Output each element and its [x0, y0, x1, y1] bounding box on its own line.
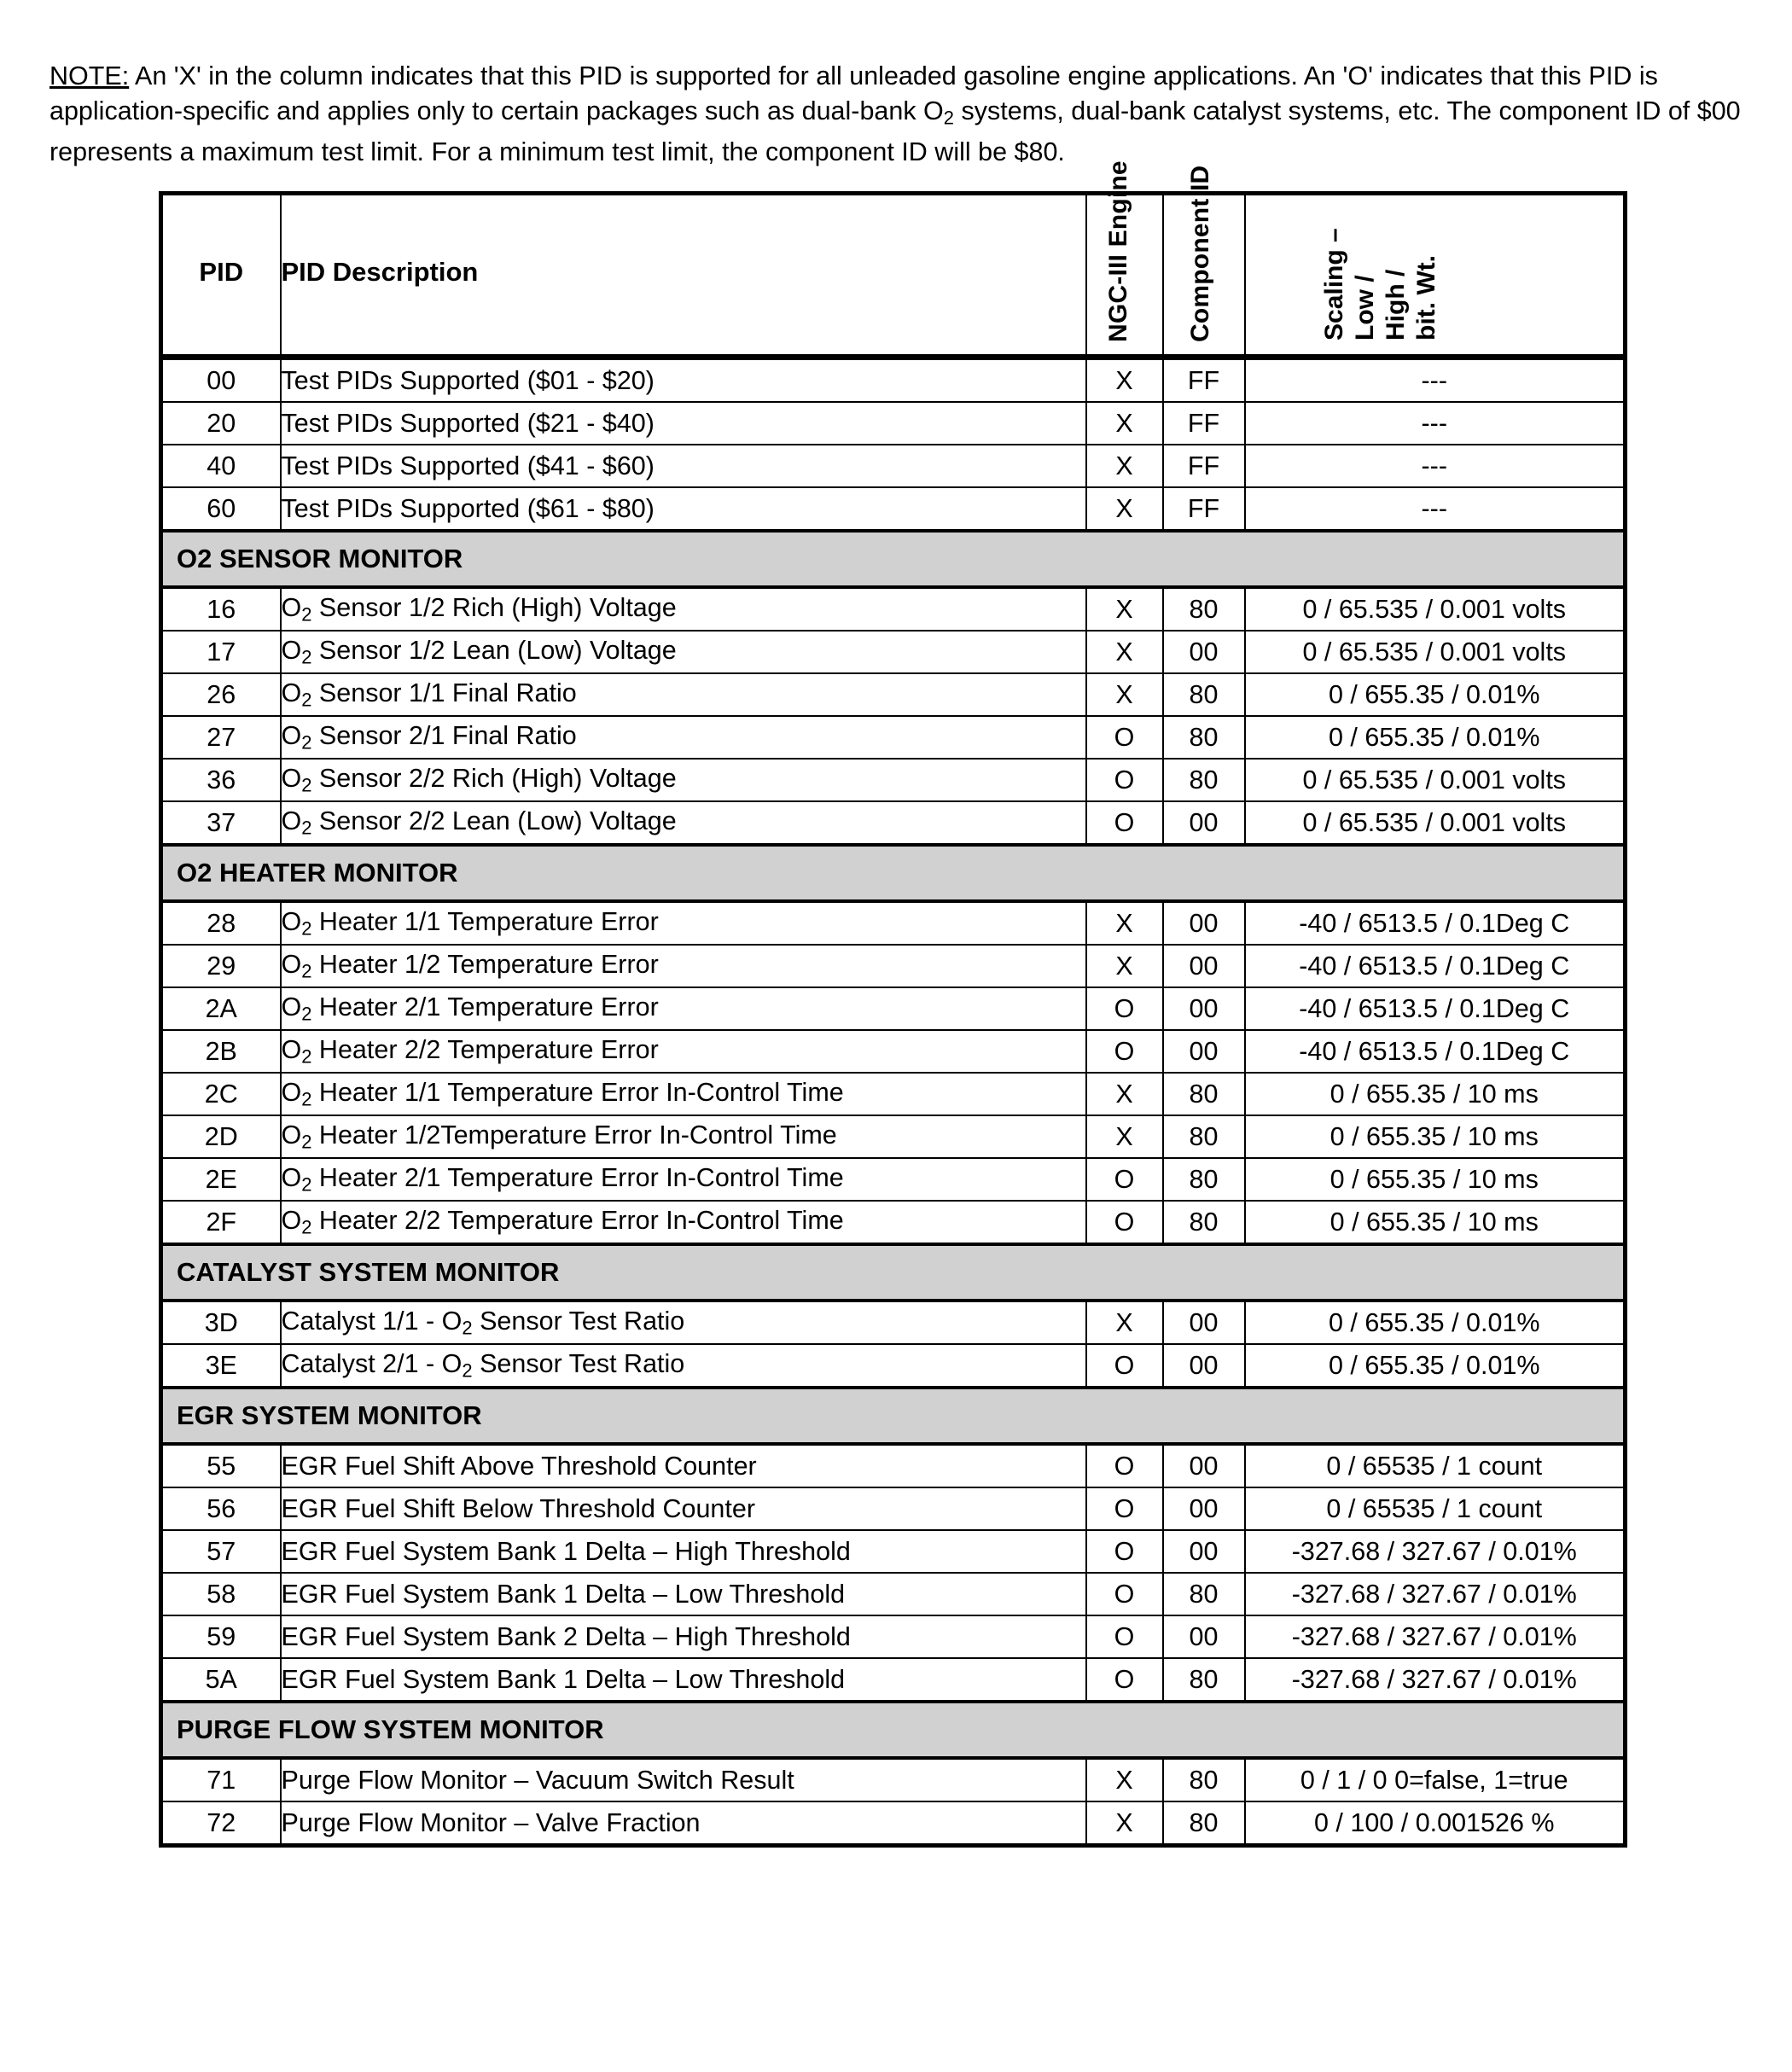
cell-description: $O_2$ Sensor 2/2 Lean (Low) Voltage: [281, 801, 1086, 845]
cell-scaling: 0 / 655.35 / 10 ms: [1245, 1115, 1626, 1158]
header-ngc-engine-label: NGC-III Engine: [1104, 160, 1133, 342]
cell-component-id: 00: [1163, 1615, 1245, 1658]
cell-ngc-engine: O: [1086, 759, 1163, 801]
section-header-row: [161, 1244, 1626, 1301]
cell-scaling: ---: [1245, 445, 1626, 487]
cell-component-id: 80: [1163, 716, 1245, 759]
cell-component-id: 80: [1163, 673, 1245, 716]
cell-scaling: 0 / 655.35 / 10 ms: [1245, 1158, 1626, 1201]
cell-description: Test PIDs Supported ($01 - $20): [281, 358, 1086, 403]
cell-scaling: ---: [1245, 487, 1626, 531]
table-row: [161, 1444, 1626, 1487]
cell-scaling: -327.68 / 327.67 / 0.01%: [1245, 1530, 1626, 1573]
cell-pid: 2C: [161, 1073, 281, 1115]
cell-pid: 20: [161, 402, 281, 445]
cell-pid: 2E: [161, 1158, 281, 1201]
cell-component-id: 80: [1163, 1573, 1245, 1615]
o2-subscript: 2: [301, 689, 312, 711]
table-row: [161, 1487, 1626, 1530]
cell-pid: 55: [161, 1444, 281, 1487]
cell-scaling: 0 / 655.35 / 10 ms: [1245, 1073, 1626, 1115]
cell-description: $O_2$ Heater 1/2Temperature Error In-Control Time: [281, 1115, 1086, 1158]
o2-subscript: 2: [301, 917, 312, 940]
cell-scaling: 0 / 65.535 / 0.001 volts: [1245, 587, 1626, 631]
cell-pid: 3D: [161, 1301, 281, 1344]
cell-pid: 27: [161, 716, 281, 759]
o2-subscript: 2: [301, 774, 312, 796]
table-row: [161, 1344, 1626, 1388]
cell-description: $O_2$ Heater 2/1 Temperature Error In-Control Time: [281, 1158, 1086, 1201]
cell-scaling: -327.68 / 327.67 / 0.01%: [1245, 1658, 1626, 1702]
cell-ngc-engine: O: [1086, 987, 1163, 1030]
header-scaling-line-1: Low /: [1350, 275, 1379, 340]
pid-table: [159, 160, 1627, 1848]
cell-scaling: 0 / 65.535 / 0.001 volts: [1245, 759, 1626, 801]
section-title: O2 HEATER MONITOR: [161, 845, 1626, 901]
cell-scaling: -327.68 / 327.67 / 0.01%: [1245, 1615, 1626, 1658]
cell-ngc-engine: X: [1086, 631, 1163, 673]
cell-description: Test PIDs Supported ($61 - $80): [281, 487, 1086, 531]
cell-description: EGR Fuel System Bank 1 Delta – High Threshold: [281, 1530, 1086, 1573]
table-row: [161, 1301, 1626, 1344]
cell-pid: 59: [161, 1615, 281, 1658]
cell-ngc-engine: O: [1086, 1444, 1163, 1487]
cell-ngc-engine: X: [1086, 1073, 1163, 1115]
cell-description: Catalyst $2/1 - O_2$ Sensor Test Ratio: [281, 1344, 1086, 1388]
header-scaling-label: [1319, 228, 1442, 340]
cell-pid: 57: [161, 1530, 281, 1573]
note-paragraph: [49, 59, 1743, 171]
cell-description: Purge Flow Monitor – Valve Fraction: [281, 1801, 1086, 1846]
cell-scaling: 0 / 100 / 0.001526 %: [1245, 1801, 1626, 1846]
cell-description: $O_2$ Heater 1/1 Temperature Error In-Control Time: [281, 1073, 1086, 1115]
cell-description: Test PIDs Supported ($41 - $60): [281, 445, 1086, 487]
cell-pid: 2B: [161, 1030, 281, 1073]
table-row: [161, 1115, 1626, 1158]
cell-ngc-engine: X: [1086, 402, 1163, 445]
cell-component-id: 00: [1163, 945, 1245, 987]
section-header-row: [161, 1388, 1626, 1444]
cell-component-id: 80: [1163, 1158, 1245, 1201]
cell-description: $O_2$ Sensor 1/2 Lean (Low) Voltage: [281, 631, 1086, 673]
cell-scaling: -40 / 6513.5 / 0.1Deg C: [1245, 1030, 1626, 1073]
cell-scaling: 0 / 655.35 / 10 ms: [1245, 1201, 1626, 1244]
o2-subscript: 2: [462, 1317, 473, 1339]
cell-pid: 3E: [161, 1344, 281, 1388]
table-row: [161, 1573, 1626, 1615]
cell-description: EGR Fuel Shift Above Threshold Counter: [281, 1444, 1086, 1487]
cell-component-id: 00: [1163, 987, 1245, 1030]
header-cell-pid: PID: [161, 194, 281, 358]
cell-pid: 16: [161, 587, 281, 631]
cell-scaling: 0 / 655.35 / 0.01%: [1245, 1301, 1626, 1344]
table-row: [161, 987, 1626, 1030]
cell-scaling: -40 / 6513.5 / 0.1Deg C: [1245, 945, 1626, 987]
cell-pid: 00: [161, 358, 281, 403]
cell-ngc-engine: O: [1086, 1487, 1163, 1530]
cell-description: Purge Flow Monitor – Vacuum Switch Result: [281, 1758, 1086, 1801]
cell-ngc-engine: X: [1086, 945, 1163, 987]
cell-ngc-engine: O: [1086, 1530, 1163, 1573]
cell-component-id: FF: [1163, 402, 1245, 445]
table-row: [161, 1758, 1626, 1801]
cell-component-id: FF: [1163, 487, 1245, 531]
cell-component-id: FF: [1163, 358, 1245, 403]
o2-subscript: 2: [462, 1359, 473, 1382]
cell-description: $O_2$ Heater 2/1 Temperature Error: [281, 987, 1086, 1030]
table-row: [161, 716, 1626, 759]
table-row: [161, 759, 1626, 801]
table-header-row: [161, 194, 1626, 358]
note-text-part-2: systems, dual-bank catalyst systems, etc. The component ID of $00 represents a maximum test limit. For a minimum test limit, the component ID will be $80.: [49, 96, 1741, 167]
table-row: [161, 1801, 1626, 1846]
table-row: [161, 631, 1626, 673]
o2-subscript: 2: [301, 646, 312, 668]
o2-subscript: 2: [301, 1045, 312, 1068]
section-header-row: [161, 1702, 1626, 1758]
cell-component-id: 80: [1163, 1073, 1245, 1115]
cell-pid: 36: [161, 759, 281, 801]
table-row: [161, 1158, 1626, 1201]
cell-pid: 71: [161, 1758, 281, 1801]
note-o2-subscript: 2: [943, 107, 955, 129]
cell-ngc-engine: O: [1086, 1344, 1163, 1388]
o2-subscript: 2: [301, 1088, 312, 1110]
cell-ngc-engine: O: [1086, 801, 1163, 845]
o2-subscript: 2: [301, 1216, 312, 1238]
cell-component-id: 00: [1163, 1344, 1245, 1388]
cell-component-id: 80: [1163, 1201, 1245, 1244]
table-row: [161, 673, 1626, 716]
table-row: [161, 1201, 1626, 1244]
cell-component-id: FF: [1163, 445, 1245, 487]
cell-description: Catalyst $1/1 - O_2$ Sensor Test Ratio: [281, 1301, 1086, 1344]
cell-ngc-engine: O: [1086, 1658, 1163, 1702]
cell-component-id: 80: [1163, 1801, 1245, 1846]
cell-pid: 29: [161, 945, 281, 987]
cell-component-id: 80: [1163, 1658, 1245, 1702]
cell-ngc-engine: X: [1086, 1301, 1163, 1344]
header-cell-scaling: [1245, 194, 1626, 358]
section-title: O2 SENSOR MONITOR: [161, 531, 1626, 587]
o2-subscript: 2: [301, 1173, 312, 1196]
cell-description: $O_2$ Sensor 1/1 Final Ratio: [281, 673, 1086, 716]
section-header-row: [161, 531, 1626, 587]
cell-ngc-engine: X: [1086, 445, 1163, 487]
cell-description: EGR Fuel System Bank 2 Delta – High Threshold: [281, 1615, 1086, 1658]
cell-ngc-engine: X: [1086, 358, 1163, 403]
o2-subscript: 2: [301, 1003, 312, 1025]
cell-pid: 26: [161, 673, 281, 716]
note-text-part-1: An 'X' in the column indicates that this PID is supported for all unleaded gasoline engine applications. An 'O' indicates that this PID is application-specific and applies only to certain packages such as dual-bank O: [49, 61, 1658, 125]
header-cell-description: PID Description: [281, 194, 1086, 358]
table-row: [161, 901, 1626, 945]
cell-ngc-engine: X: [1086, 1758, 1163, 1801]
cell-scaling: 0 / 655.35 / 0.01%: [1245, 716, 1626, 759]
cell-description: $O_2$ Heater 2/2 Temperature Error In-Control Time: [281, 1201, 1086, 1244]
cell-scaling: ---: [1245, 358, 1626, 403]
table-row: [161, 945, 1626, 987]
o2-subscript: 2: [301, 731, 312, 754]
header-scaling-line-3: bit. Wt.: [1411, 255, 1440, 340]
cell-scaling: -40 / 6513.5 / 0.1Deg C: [1245, 987, 1626, 1030]
cell-component-id: 00: [1163, 1301, 1245, 1344]
table-row: [161, 1658, 1626, 1702]
cell-pid: 2D: [161, 1115, 281, 1158]
cell-scaling: 0 / 655.35 / 0.01%: [1245, 673, 1626, 716]
cell-ngc-engine: O: [1086, 1615, 1163, 1658]
table-row: [161, 1615, 1626, 1658]
cell-description: Test PIDs Supported ($21 - $40): [281, 402, 1086, 445]
cell-ngc-engine: X: [1086, 673, 1163, 716]
table-row: [161, 801, 1626, 845]
cell-pid: 60: [161, 487, 281, 531]
table-row: [161, 358, 1626, 403]
cell-pid: 5A: [161, 1658, 281, 1702]
cell-component-id: 00: [1163, 1444, 1245, 1487]
o2-subscript: 2: [301, 1131, 312, 1153]
cell-pid: 37: [161, 801, 281, 845]
cell-description: EGR Fuel Shift Below Threshold Counter: [281, 1487, 1086, 1530]
cell-scaling: 0 / 65535 / 1 count: [1245, 1487, 1626, 1530]
cell-component-id: 00: [1163, 631, 1245, 673]
pid-table-container: [159, 160, 1623, 1848]
section-header-row: [161, 845, 1626, 901]
header-cell-component-id: [1163, 165, 1245, 358]
cell-scaling: 0 / 655.35 / 0.01%: [1245, 1344, 1626, 1388]
cell-pid: 28: [161, 901, 281, 945]
cell-description: $O_2$ Heater 1/1 Temperature Error: [281, 901, 1086, 945]
header-scaling-line-0: Scaling –: [1319, 228, 1348, 340]
cell-component-id: 00: [1163, 1530, 1245, 1573]
cell-ngc-engine: X: [1086, 1801, 1163, 1846]
section-title: EGR SYSTEM MONITOR: [161, 1388, 1626, 1444]
header-scaling-line-2: High /: [1381, 269, 1410, 340]
cell-description: $O_2$ Heater 2/2 Temperature Error: [281, 1030, 1086, 1073]
cell-component-id: 00: [1163, 1030, 1245, 1073]
section-title: CATALYST SYSTEM MONITOR: [161, 1244, 1626, 1301]
cell-component-id: 00: [1163, 801, 1245, 845]
cell-pid: 17: [161, 631, 281, 673]
cell-pid: 72: [161, 1801, 281, 1846]
table-row: [161, 445, 1626, 487]
cell-component-id: 00: [1163, 1487, 1245, 1530]
table-row: [161, 1030, 1626, 1073]
cell-description: EGR Fuel System Bank 1 Delta – Low Threshold: [281, 1573, 1086, 1615]
cell-description: $O_2$ Sensor 2/1 Final Ratio: [281, 716, 1086, 759]
cell-ngc-engine: X: [1086, 901, 1163, 945]
cell-pid: 2F: [161, 1201, 281, 1244]
cell-component-id: 80: [1163, 587, 1245, 631]
cell-scaling: 0 / 65535 / 1 count: [1245, 1444, 1626, 1487]
section-title: PURGE FLOW SYSTEM MONITOR: [161, 1702, 1626, 1758]
cell-ngc-engine: X: [1086, 487, 1163, 531]
cell-scaling: 0 / 65.535 / 0.001 volts: [1245, 631, 1626, 673]
cell-component-id: 80: [1163, 1758, 1245, 1801]
table-row: [161, 487, 1626, 531]
table-row: [161, 1530, 1626, 1573]
header-component-id-label: Component ID: [1185, 165, 1214, 342]
cell-ngc-engine: X: [1086, 1115, 1163, 1158]
table-row: [161, 1073, 1626, 1115]
header-cell-ngc-engine: [1086, 160, 1163, 358]
cell-description: EGR Fuel System Bank 1 Delta – Low Threshold: [281, 1658, 1086, 1702]
cell-pid: 56: [161, 1487, 281, 1530]
cell-ngc-engine: O: [1086, 1573, 1163, 1615]
o2-subscript: 2: [301, 603, 312, 626]
cell-scaling: -40 / 6513.5 / 0.1Deg C: [1245, 901, 1626, 945]
cell-ngc-engine: O: [1086, 1158, 1163, 1201]
cell-pid: 2A: [161, 987, 281, 1030]
cell-description: $O_2$ Sensor 1/2 Rich (High) Voltage: [281, 587, 1086, 631]
cell-ngc-engine: O: [1086, 1030, 1163, 1073]
table-row: [161, 402, 1626, 445]
cell-description: $O_2$ Sensor 2/2 Rich (High) Voltage: [281, 759, 1086, 801]
o2-subscript: 2: [301, 960, 312, 982]
cell-scaling: 0 / 1 / 0 0=false, 1=true: [1245, 1758, 1626, 1801]
cell-pid: 40: [161, 445, 281, 487]
cell-scaling: 0 / 65.535 / 0.001 volts: [1245, 801, 1626, 845]
cell-scaling: -327.68 / 327.67 / 0.01%: [1245, 1573, 1626, 1615]
table-row: [161, 587, 1626, 631]
cell-ngc-engine: O: [1086, 716, 1163, 759]
cell-scaling: ---: [1245, 402, 1626, 445]
pid-table-body: [161, 160, 1626, 1846]
cell-component-id: 80: [1163, 1115, 1245, 1158]
cell-component-id: 00: [1163, 901, 1245, 945]
cell-component-id: 80: [1163, 759, 1245, 801]
cell-pid: 58: [161, 1573, 281, 1615]
cell-description: $O_2$ Heater 1/2 Temperature Error: [281, 945, 1086, 987]
cell-ngc-engine: O: [1086, 1201, 1163, 1244]
o2-subscript: 2: [301, 817, 312, 839]
note-label: NOTE:: [49, 61, 130, 90]
cell-ngc-engine: X: [1086, 587, 1163, 631]
